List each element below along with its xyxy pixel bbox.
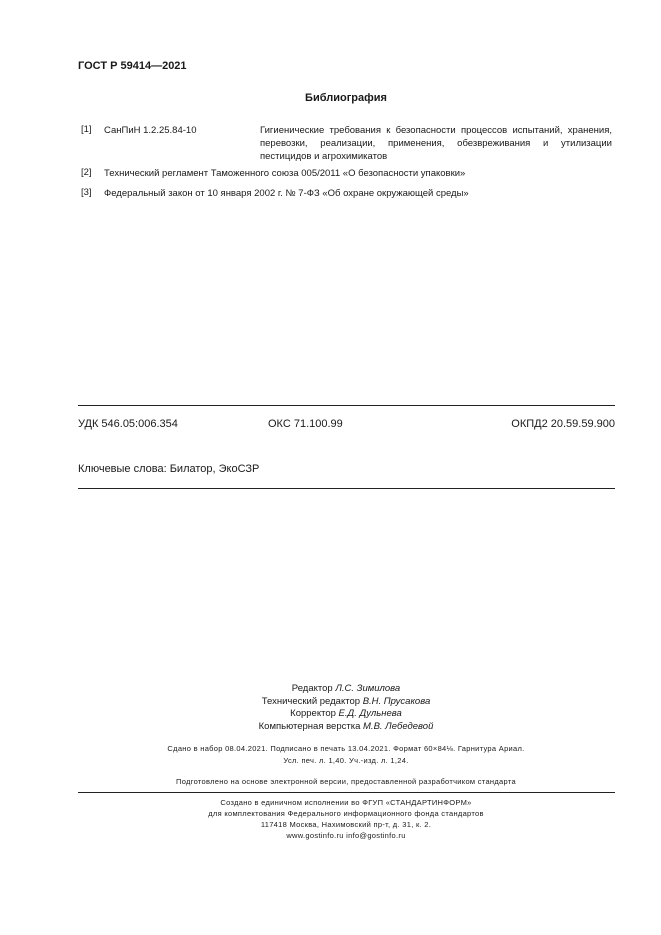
credit-proofreader: Корректор Е.Д. Дульнева: [290, 708, 402, 719]
credit-editor: Редактор Л.С. Зимилова: [291, 683, 401, 694]
bib-item-3-text: Федеральный закон от 10 января 2002 г. № 7-ФЗ «Об охране окружающей среды»: [104, 188, 469, 199]
bib-item-1-number: [1]: [81, 124, 92, 135]
divider-middle: [78, 488, 615, 489]
credit-layout: Компьютерная верстка М.В. Лебедевой: [258, 720, 434, 732]
print-info-line-2: Усл. печ. л. 1,40. Уч.-изд. л. 1,24.: [283, 756, 409, 765]
publisher-line-1: Создано в единичном исполнении во ФГУП «СТАНДАРТИНФОРМ»: [220, 798, 472, 807]
bib-item-2-number: [2]: [81, 167, 92, 178]
publisher-contacts: www.gostinfo.ru info@gostinfo.ru: [286, 831, 406, 840]
oks-code: ОКС 71.100.99: [268, 418, 343, 430]
bib-item-1-source: СанПиН 1.2.25.84-10: [104, 125, 197, 136]
prepared-note: Подготовлено на основе электронной версии, предоставленной разработчиком стандарта: [176, 777, 516, 786]
divider-top: [78, 405, 615, 406]
okpd-code: ОКПД2 20.59.59.900: [511, 418, 615, 430]
credit-tech-editor: Технический редактор В.Н. Прусакова: [261, 695, 431, 707]
bib-item-3-number: [3]: [81, 187, 92, 198]
bib-item-1-description: Гигиенические требования к безопасности процессов испытаний, хранения, перевозки, реализации, применения, обезвреживания и утилизации пестицидов и агрохимикатов: [260, 125, 612, 162]
udk-code: УДК 546.05:006.354: [78, 418, 178, 430]
divider-bottom: [78, 792, 615, 793]
document-number: ГОСТ Р 59414—2021: [78, 60, 187, 72]
publisher-address: 117418 Москва, Нахимовский пр-т, д. 31, к. 2.: [260, 820, 432, 829]
bibliography-title: Библиография: [305, 92, 387, 104]
credits-block: [0, 683, 661, 733]
bib-item-2-text: Технический регламент Таможенного союза 005/2011 «О безопасности упаковки»: [104, 168, 466, 179]
keywords: Ключевые слова: Билатор, ЭкоСЗР: [78, 463, 260, 475]
print-info-line-1: Сдано в набор 08.04.2021. Подписано в печать 13.04.2021. Формат 60×84⅛. Гарнитура Ариал.: [167, 744, 525, 753]
publisher-line-2: для комплектования Федерального информационного фонда стандартов: [208, 809, 484, 818]
